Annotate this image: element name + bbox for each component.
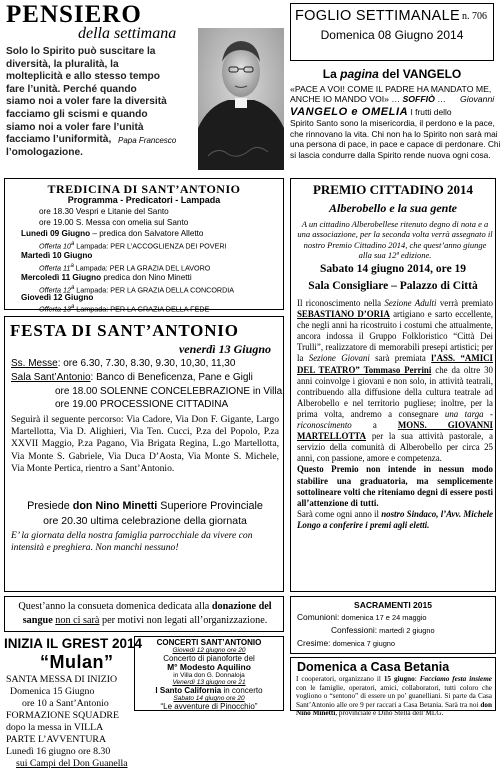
tredicina-box — [4, 178, 284, 314]
banner-text — [11, 600, 279, 628]
betania-box — [290, 657, 496, 718]
premio-text: che da oltre 30 anni coinvolge i giovani e non solo, in attività teatrali, contribuendo alla diffusione della cultura teatrale ad Alberobello e nel territorio pugliese; inoltre, per la prima volta, andremo a consegnare — [297, 364, 493, 419]
concerti-place: in Villa don G. Donnaloja — [173, 672, 245, 679]
pensiero-line: l’omologazione. — [6, 146, 83, 158]
sacramenti-title: SACRAMENTI 2015 — [354, 600, 432, 610]
sacramenti-cresime — [297, 638, 395, 648]
tredicina-line: ore 18.30 Vespri e Litanie del Santo — [39, 207, 169, 216]
offer-text: Lampada: PER LA GRAZIA DELLA CONCORDIA — [74, 285, 235, 295]
pensiero-title: PENSIERO — [6, 1, 142, 28]
pensiero-line: facciamo gli scismi e quando — [6, 108, 148, 120]
grest-mulan: “Mulan” — [40, 652, 114, 672]
day-text: predica don Nino Minetti — [101, 273, 192, 282]
premio-place: Sala Consigliare – Palazzo di Città — [308, 280, 478, 292]
concerti-artist: M° Modesto Aquilino — [167, 662, 251, 672]
day-text: – predica don Salvatore Alletto — [90, 229, 204, 238]
omelia-line: I frutti dello — [408, 107, 452, 117]
betania-slogan: Facciamo festa insieme — [419, 675, 493, 683]
grest-line: PARTE L’AVVENTURA — [6, 734, 107, 745]
day-label: Lunedì 09 Giugno — [21, 229, 91, 238]
vangelo-line-2-text: ANCHE IO MANDO VOI» … — [290, 94, 403, 105]
offer-sup: a — [70, 263, 74, 269]
premio-closing: nostro Sindaco, l’Avv. Michele Longo a conferire i premi agli eletti. — [297, 508, 493, 530]
pensiero-line: diversità, la pluralità, la — [6, 58, 119, 70]
concerti-box — [134, 636, 284, 711]
grest-line: SANTA MESSA DI INIZIO — [6, 674, 118, 685]
grest-line: Lunedì 16 giugno ore 8.30 — [6, 746, 111, 757]
sala-text: : Banco di Beneficenza, Pane e Gigli — [90, 372, 253, 383]
betania-text-end: , provinciale e Dino Stella dell’MLG. — [335, 709, 444, 718]
concerti-date: Sabato 14 giugno ore 20 — [173, 695, 245, 702]
grest-line: ore 10 a Sant’Antonio — [22, 698, 109, 709]
concerti-date: Giovedì 12 giugno ore 20 — [172, 647, 246, 654]
tredicina-subtitle: Programma - Predicatori - Lampada — [67, 195, 221, 205]
tredicina-day — [21, 251, 92, 261]
foglio-box — [290, 3, 494, 61]
day-label: Giovedì 12 Giugno — [21, 293, 94, 302]
tredicina-offer — [39, 261, 210, 273]
priest-portrait — [198, 28, 284, 170]
vangelo-title-em: pagina — [340, 67, 379, 81]
premio-name: MONS. GIOVANNI MARTELLOTTA — [297, 420, 493, 442]
pensiero-subtitle: della settimana — [78, 25, 177, 42]
vangelo-author: Giovanni — [459, 94, 495, 105]
premio-text: Sarà come ogni anno il — [297, 508, 382, 519]
sacramenti-box — [290, 596, 496, 654]
messe-times: : ore 6.30, 7.30, 8.30, 9.30, 10,30, 11,30 — [57, 358, 236, 369]
concerti-content — [135, 638, 283, 711]
pensiero-line: facciamo l’uniformità, — [6, 134, 112, 146]
omelia-title: VANGELO e OMELIA — [290, 106, 409, 118]
concerti-line: Concerto di pianoforte del — [163, 654, 255, 663]
banner-post: per motivi non legati all’organizzazione. — [99, 615, 268, 626]
foglio-date: Domenica 08 Giugno 2014 — [320, 28, 464, 42]
presiede-post: Superiore Provinciale — [157, 500, 263, 512]
omelia-line-1 — [290, 107, 496, 118]
grest-title: INIZIA IL GREST 2014 — [4, 636, 143, 651]
vangelo-title-pre: La — [322, 67, 341, 81]
pensiero-author: Papa Francesco — [118, 136, 177, 145]
tredicina-day — [21, 273, 192, 283]
premio-text: verrà premiato — [436, 298, 493, 308]
omelia-line: si lascia condurre dalla Spirito rende nuova ogni cosa. — [290, 150, 491, 161]
premio-subtitle: Alberobello e la sua gente — [329, 201, 457, 215]
betania-name: don Nino Minetti — [296, 700, 492, 718]
pensiero-line: Solo lo Spirito può suscitare la — [6, 46, 156, 57]
vangelo-text — [290, 84, 496, 105]
priest-portrait-image — [198, 28, 284, 170]
day-label: Martedì 10 Giugno — [21, 251, 93, 260]
offer-text: Lampada: PER LA GRAZIA DEL LAVORO — [73, 263, 211, 273]
omelia-line: una persona di pace, in pace e capace di perdonare. Chi — [290, 139, 500, 150]
betania-title: Domenica a Casa Betania — [297, 660, 450, 674]
confessioni-value: martedì 2 giugno — [377, 626, 435, 635]
vangelo-title-post: del VANGELO — [378, 67, 462, 81]
vangelo-soffio: SOFFIÒ — [402, 94, 435, 105]
premio-text: artigiano e sarto eccellente, che negli anni ha ricostruito i costumi che attualmente, ancora indossa il Gruppo Folkloristico “Città Dei Trulli”, realizzatore di memorabili presepi artistici; per la — [297, 309, 493, 364]
festa-box — [4, 316, 284, 592]
premio-sezione: Sezione Adulti — [384, 298, 437, 308]
tredicina-line: ore 19.00 S. Messa con omelia sul Santo — [39, 218, 189, 227]
banner-pre: Quest’anno la consueta domenica dedicata alla — [18, 601, 212, 612]
vangelo-line-1: «PACE A VOI! COME IL PADRE HA MANDATO ME, — [290, 84, 492, 94]
offer-sup: a — [70, 241, 75, 247]
premio-text: Il riconoscimento nella — [297, 298, 385, 308]
omelia-text — [290, 106, 500, 161]
premio-intro: A un cittadino Alberobellese ritenuto degno di nota e a una associazione, per la seconda volta verrà assegnato il nostro Premio Cittadino 2014, che quest’anno giunge alla sua 12ª edizione. — [297, 219, 493, 261]
betania-text-mid: : — [414, 675, 420, 683]
offer-sup: a — [70, 285, 75, 291]
festa-title: FESTA DI SANT’ANTONIO — [10, 321, 239, 340]
banner-bold: donazione del sangue — [22, 601, 272, 626]
festa-sala — [11, 372, 253, 384]
tredicina-day — [21, 229, 203, 239]
foglio-title: FOGLIO SETTIMANALE — [295, 8, 460, 24]
concerti-line — [135, 686, 283, 695]
offer-sup: a — [70, 304, 75, 310]
grest-line: dopo la messa in VILLA — [6, 722, 104, 733]
offer-label: Offerta 12 — [39, 285, 71, 295]
offer-label: Offerta 13 — [39, 304, 71, 314]
festa-concelebrazione: ore 18.00 SOLENNE CONCELEBRAZIONE in Villa — [55, 386, 283, 397]
offer-label: Offerta 10 — [39, 241, 71, 251]
omelia-line: Spirito Santo sono la misericordia, il perdono e la pace, — [290, 117, 495, 128]
betania-date: 15 giugno — [383, 675, 415, 683]
betania-text-pre: I cooperatori, organizzano il — [296, 675, 384, 683]
betania-text-post: con le famiglie, operatori, amici, collaboratori, tutti coloro che vogliono o “sentono” di essere un po’ guanelliani. Si parte da Casa Sant’Antonio alle ore 9 per raccari a Casa Betania. Sarà tra noi — [296, 683, 492, 709]
vangelo-line-2 — [290, 94, 496, 104]
pensiero-line: siamo noi a voler fare l’unità — [6, 121, 144, 133]
comunioni-label: Comunioni: — [297, 612, 340, 622]
betania-text — [296, 675, 492, 718]
vangelo-title — [290, 67, 494, 81]
tredicina-offer — [39, 302, 209, 314]
premio-text: a — [351, 420, 398, 431]
confessioni-label: Confessioni: — [331, 625, 378, 635]
premio-date: Sabato 14 giugno 2014, ore 19 — [319, 263, 467, 275]
premio-name: SEBASTIANO D’ORIA — [297, 309, 390, 320]
concerti-artist: I Santo California — [155, 686, 222, 695]
premio-targa: una targa - riconoscimento — [297, 408, 494, 431]
donazione-banner — [4, 596, 284, 632]
festa-closing: E’ la giornata della nostra famiglia parrocchiale da vivere con intensità e preghiera. Non manchi nessuno! — [11, 530, 253, 554]
premio-text: per la sua attività pastorale, a servizio della comunità di Alberobello per circa 25 anni, con passione, amore e competenza. — [297, 431, 493, 464]
premio-box — [290, 178, 496, 592]
festa-percorso: Seguirà il seguente percorso: Via Cadore, Via Don F. Gigante, Largo Martellotta, Via D. Alighieri, Via Ten. Cucci, P.za del Popolo, P.za XXVII Maggio, P.za Pagano, Via Brigata Regina, L.go Martellotta, Via Monte S. Gabriele, Via Duca D’Aosta, Via Monte S. Michele, Via Monte Pertica, rientro a Sant’Antonio. — [11, 414, 279, 474]
premio-title: PREMIO CITTADINO 2014 — [312, 182, 474, 197]
pensiero-line: fare l’unità. Perché quando — [6, 83, 137, 95]
omelia-line: che rinnovano la vita. Chi non ha lo Spirito non sarà mai — [290, 128, 498, 139]
offer-text: Lampada: PER L’ACCOGLIENZA DEI POVERI — [74, 241, 227, 251]
messe-label: Ss. Messe — [11, 358, 58, 369]
sacramenti-comunioni — [297, 612, 426, 622]
grest-line: FORMAZIONE SQUADRE — [6, 710, 119, 721]
premio-name: l’ASS. “AMICI DEL TEATRO” Tommaso Perrini — [297, 353, 494, 375]
concerti-line: “Le avventure di Pinocchio” — [160, 702, 258, 711]
festa-processione: ore 19.00 PROCESSIONE CITTADINA — [55, 399, 229, 410]
premio-statement: Questo Premio non intende in nessun modo stabilire una graduatoria, ma semplicemente sottolineare volti che riteniamo degni di essere posti all’attenzione di tutti. — [297, 464, 493, 508]
concerti-text: in concerto — [221, 686, 263, 695]
pensiero-line: siamo noi a voler fare la diversità — [6, 96, 167, 108]
grest-line: Domenica 15 Giugno — [10, 686, 95, 697]
grest-line: sui Campi del Don Guanella — [16, 758, 128, 769]
offer-label: Offerta 11 — [39, 263, 71, 273]
pensiero-line: molteplicità e allo stesso tempo — [6, 71, 160, 83]
tredicina-offer — [39, 239, 227, 251]
grest-body — [6, 674, 132, 770]
sala-label: Sala Sant’Antonio — [11, 372, 91, 383]
day-label: Mercoledì 11 Giugno — [21, 273, 102, 282]
premio-sezione: Sezione Giovani — [308, 353, 370, 364]
cresime-label: Cresime: — [297, 638, 331, 648]
premio-text: sarà premiata — [369, 353, 432, 364]
foglio-number: n. 706 — [462, 11, 487, 22]
vangelo-ellipsis: … — [434, 94, 446, 105]
offer-text: Lampada: PER LA GRAZIA DELLA FEDE — [74, 304, 210, 314]
concerti-title: CONCERTI SANT’ANTONIO — [156, 638, 262, 647]
festa-messe — [11, 358, 235, 370]
festa-presiede — [11, 500, 279, 512]
cresime-value: domenica 7 giugno — [330, 639, 396, 648]
festa-date: venerdì 13 Giugno — [178, 342, 271, 356]
concerti-date: Venerdì 13 giugno ore 21 — [172, 679, 246, 686]
sacramenti-confessioni — [331, 625, 435, 635]
comunioni-value: domenica 17 e 24 maggio — [339, 613, 427, 622]
presiede-pre: Presiede — [27, 500, 73, 512]
presiede-name: don Nino Minetti — [72, 500, 158, 512]
festa-ultima: ore 20.30 ultima celebrazione della giornata — [43, 515, 247, 527]
premio-body — [297, 298, 493, 531]
banner-underline: non ci sarà — [55, 615, 100, 626]
tredicina-title: TREDICINA DI SANT’ANTONIO — [47, 182, 241, 196]
